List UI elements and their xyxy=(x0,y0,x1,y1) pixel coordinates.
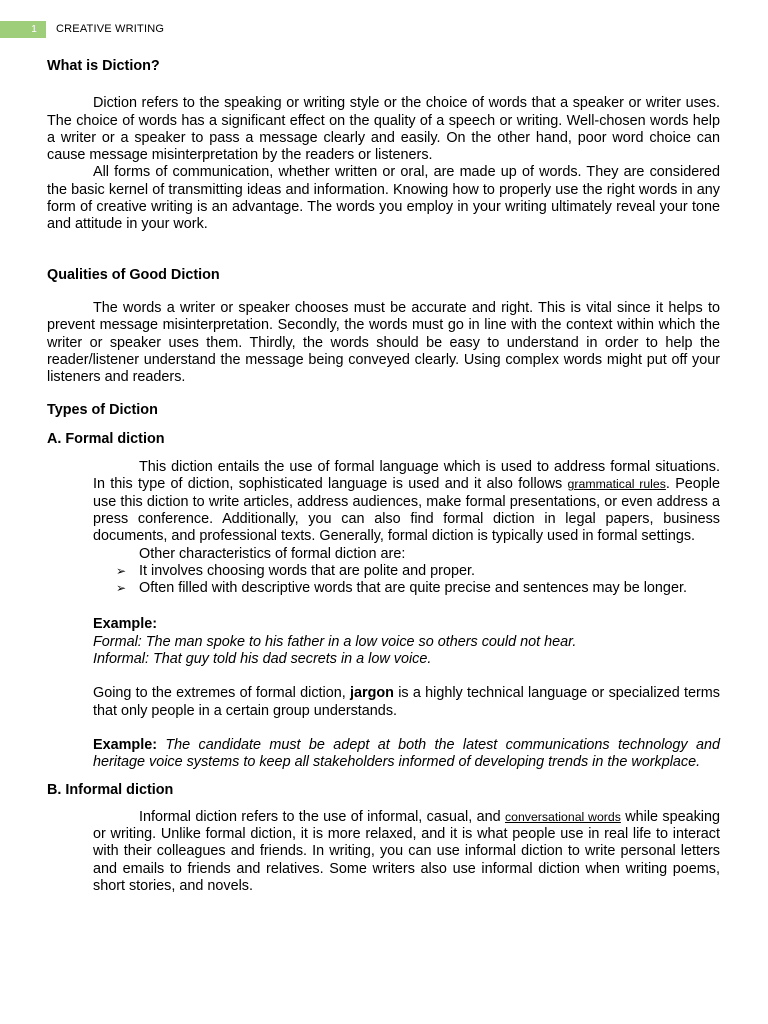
formal-text-after: . People use this diction to write articles, address audiences, make formal presentations, or even address a press conference. Additionally, you can also find formal diction in legal papers, business documents, and professional texts. Generally, formal diction is typically used in formal settings. xyxy=(93,476,721,545)
paragraph-qualities: The words a writer or speaker chooses must be accurate and right. This is vital since it helps to prevent message misinterpretation. Secondly, the words must go in line with the context within which the writer or speaker uses them. Thirdly, the words should be easy to understand in order to help the reader/listener understand the message being conveyed clearly. Using complex words might put off your listeners and readers. xyxy=(47,299,720,386)
paragraph-formal-diction xyxy=(93,459,720,545)
example-formal: Formal: The man spoke to his father in a low voice so others could not hear. xyxy=(93,633,577,650)
page-header xyxy=(0,21,300,38)
heading-informal-diction: B. Informal diction xyxy=(47,781,174,798)
formal-text-before: This diction entails the use of formal language which is used to address formal situations. In this type of diction, sophisticated language is used and it also follows xyxy=(93,459,720,493)
paragraph-jargon: Going to the extremes of formal diction, jargon is a highly technical language or specialized terms that only people in a certain group understands. xyxy=(93,685,720,719)
page-number-badge: 1 xyxy=(0,21,46,38)
arrowhead-bullet-icon: ➢ xyxy=(116,581,127,596)
grammatical-rules-link[interactable]: grammatical rules xyxy=(567,477,666,492)
paragraph-jargon-example xyxy=(93,737,720,772)
example-label: Example: xyxy=(93,616,157,633)
conversational-words-link[interactable]: conversational words xyxy=(504,809,621,824)
example2-text: The candidate must be adept at both the latest communications technology and heritage voice systems to keep all stakeholders informed of developing trends in the workplace. xyxy=(93,736,720,771)
example2-label: Example: xyxy=(93,736,157,753)
list-item: ➢ Often filled with descriptive words that are quite precise and sentences may be longer. xyxy=(116,580,687,597)
document-body xyxy=(47,58,720,895)
heading-what-is-diction: What is Diction? xyxy=(47,58,160,74)
header-title: CREATIVE WRITING xyxy=(56,23,165,35)
paragraph-definition: Diction refers to the speaking or writing style or the choice of words that a speaker or writer uses. The choice of words has a significant effect on the quality of a speech or writing. Well-chosen words help a writer or a speaker to pass a message clearly and easily. On the other hand, poor word choice can cause message misinterpretation by the readers or listeners. xyxy=(47,95,720,164)
formal-characteristics-list xyxy=(47,563,720,598)
arrowhead-bullet-icon: ➢ xyxy=(116,563,127,578)
other-characteristics-intro: Other characteristics of formal diction are: xyxy=(139,545,406,562)
list-item: ➢ It involves choosing words that are polite and proper. xyxy=(116,562,475,579)
heading-types-of-diction: Types of Diction xyxy=(47,402,158,419)
paragraph-informal-diction: Informal diction refers to the use of informal, casual, and conversational words while speaking or writing. Unlike formal diction, it is more relaxed, and it is what people use in real life to interact with their colleagues and friends. In writing, you can use informal diction to write personal letters and emails to friends and relatives. Some writers also use informal diction when writing poems, short stories, and novels. xyxy=(93,808,720,894)
heading-qualities: Qualities of Good Diction xyxy=(47,266,220,283)
paragraph-forms-of-communication: All forms of communication, whether written or oral, are made up of words. They are considered the basic kernel of transmitting ideas and information. Knowing how to properly use the right words in any form of creative writing is an advantage. The words you employ in your writing ultimately reveal your tone and attitude in your work. xyxy=(47,164,720,233)
heading-formal-diction: A. Formal diction xyxy=(47,430,165,447)
example-informal: Informal: That guy told his dad secrets in a low voice. xyxy=(93,651,432,668)
jargon-term: jargon xyxy=(349,685,394,702)
